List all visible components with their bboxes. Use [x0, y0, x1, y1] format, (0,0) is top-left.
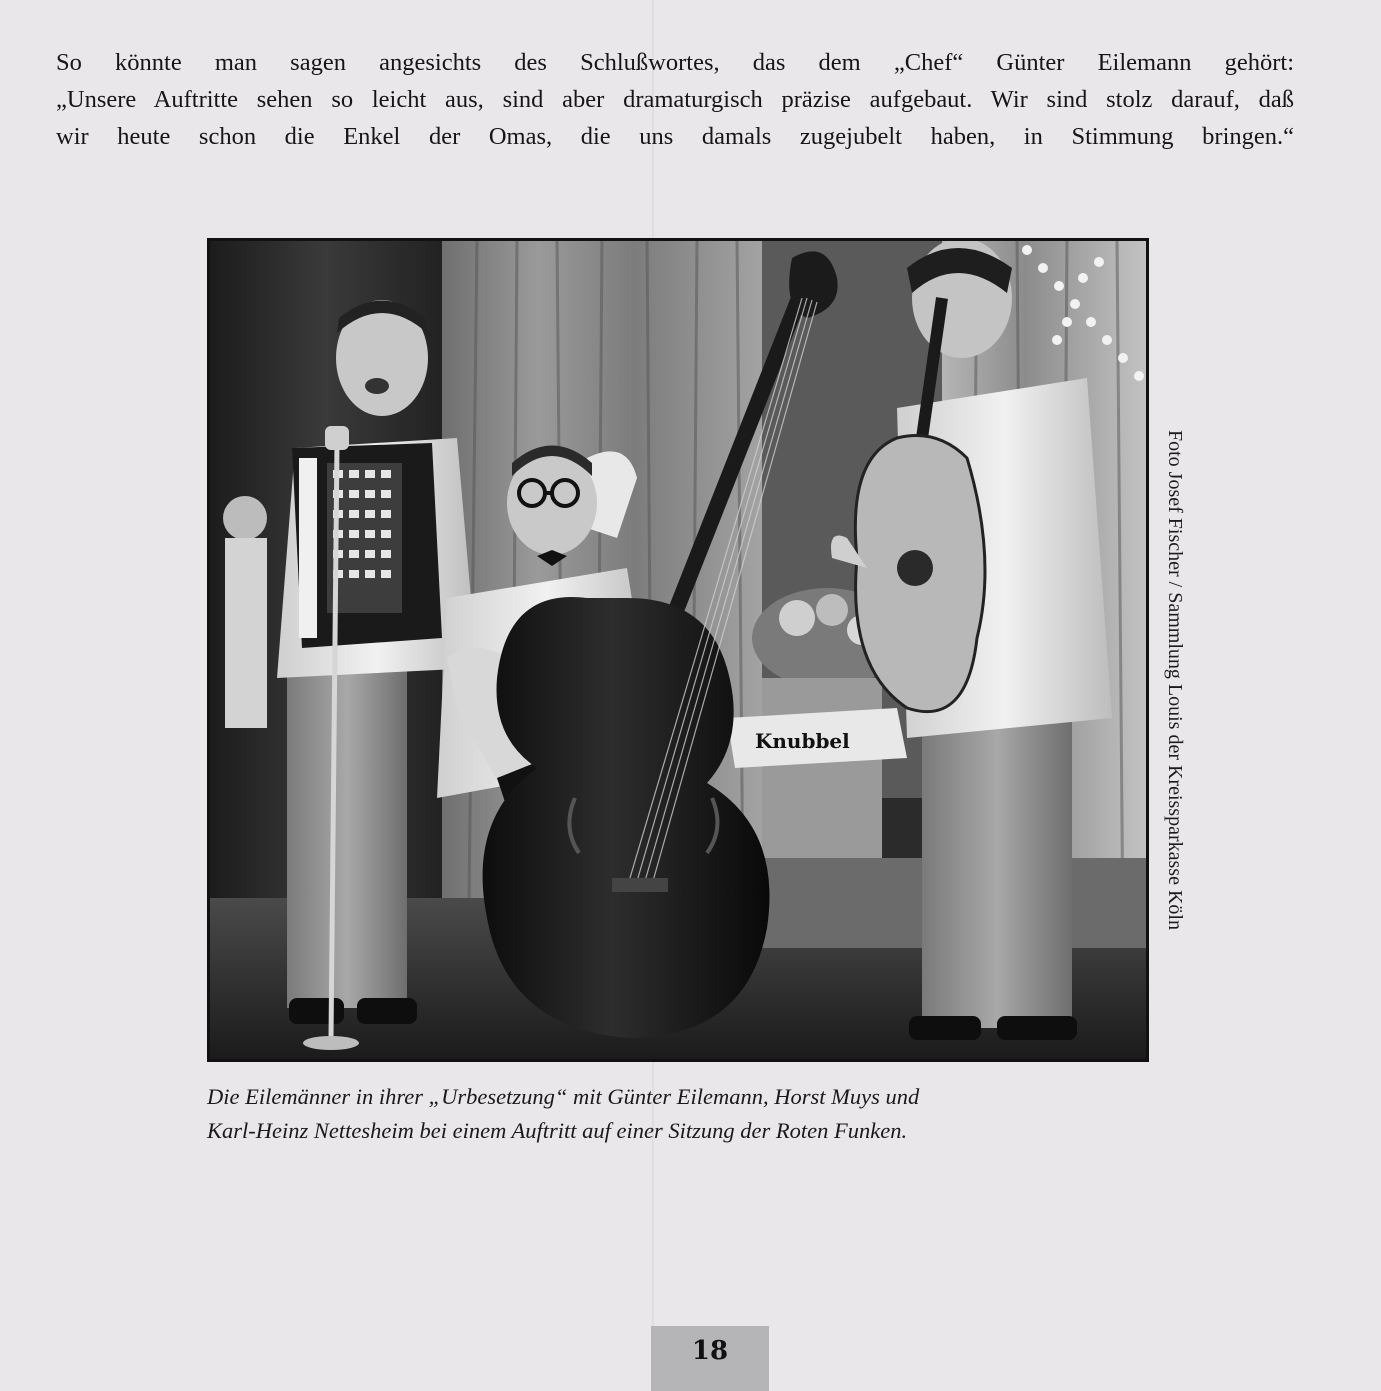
intro-line: wir heute schon die Enkel der Omas, die uns damals zugejubelt haben, in Stimmung bringen.“ [56, 123, 1294, 150]
caption-line: Die Eilemänner in ihrer „Urbesetzung“ mit Günter Eilemann, Horst Muys und [207, 1084, 920, 1109]
photo-credit [1162, 430, 1188, 1070]
band-photograph [207, 238, 1149, 1062]
photo-credit-text: Foto Josef Fischer / Sammlung Louis der Kreissparkasse Köln [1164, 430, 1186, 930]
banner-text: Knubbel [755, 729, 850, 753]
page-number: 18 [691, 1336, 729, 1366]
intro-paragraph [56, 44, 1294, 155]
page-number-box [651, 1326, 769, 1391]
caption-line: Karl-Heinz Nettesheim bei einem Auftritt auf einer Sitzung der Roten Funken. [207, 1118, 908, 1143]
intro-line: „Unsere Auftritte sehen so leicht aus, sind aber dramaturgisch präzise aufgebaut. Wir sind stolz darauf, daß [56, 86, 1294, 113]
photo-caption [207, 1080, 1167, 1148]
intro-line: So könnte man sagen angesichts des Schlußwortes, das dem „Chef“ Günter Eilemann gehört: [56, 49, 1294, 76]
